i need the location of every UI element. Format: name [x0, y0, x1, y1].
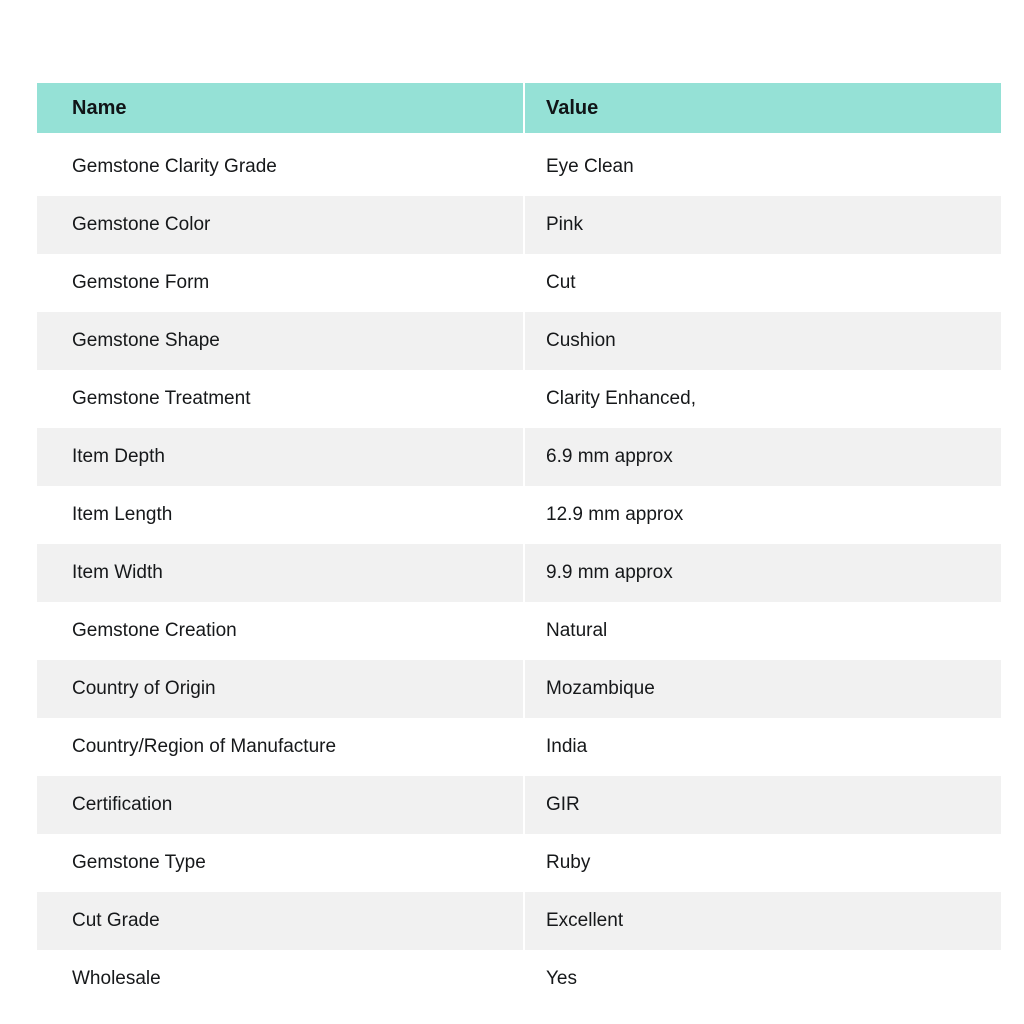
row-name-cell: Item Length: [72, 503, 173, 525]
row-name-cell: Item Width: [37, 544, 523, 602]
row-value-cell: Ruby: [546, 851, 591, 873]
item-specifics-table: [37, 83, 1001, 1008]
row-value-cell: GIR: [525, 776, 1001, 834]
table-row: [37, 370, 1001, 428]
table-row: [37, 428, 1001, 486]
row-value-cell: Natural: [546, 619, 608, 641]
row-value-cell: India: [546, 735, 588, 757]
table-row: [37, 776, 1001, 834]
table-row: [37, 196, 1001, 254]
row-name-cell: Cut Grade: [37, 892, 523, 950]
column-header-name: Name: [37, 83, 523, 133]
table-row: [37, 602, 1001, 660]
table-row: [37, 718, 1001, 776]
row-name-cell: Gemstone Form: [72, 271, 210, 293]
table-row: [37, 950, 1001, 1008]
table-row: [37, 834, 1001, 892]
row-value-cell: Cushion: [525, 312, 1001, 370]
row-name-cell: Gemstone Shape: [37, 312, 523, 370]
row-name-cell: Gemstone Creation: [72, 619, 237, 641]
row-name-cell: Gemstone Treatment: [72, 387, 251, 409]
row-value-cell: Pink: [525, 196, 1001, 254]
row-name-cell: Gemstone Type: [72, 851, 206, 873]
row-value-cell: 9.9 mm approx: [525, 544, 1001, 602]
row-name-cell: Gemstone Clarity Grade: [72, 155, 277, 177]
table-row: [37, 892, 1001, 950]
row-value-cell: Cut: [546, 271, 576, 293]
table-row: [37, 254, 1001, 312]
row-name-cell: Wholesale: [72, 967, 161, 989]
column-header-value: Value: [525, 83, 1001, 133]
row-name-cell: Item Depth: [37, 428, 523, 486]
table-row: [37, 486, 1001, 544]
row-value-cell: Excellent: [525, 892, 1001, 950]
row-value-cell: Yes: [546, 967, 577, 989]
row-value-cell: 6.9 mm approx: [525, 428, 1001, 486]
table-row: [37, 544, 1001, 602]
table-row: [37, 138, 1001, 196]
row-value-cell: 12.9 mm approx: [546, 503, 684, 525]
row-name-cell: Certification: [37, 776, 523, 834]
table-row: [37, 312, 1001, 370]
table-header-row: [37, 83, 1001, 133]
row-name-cell: Country/Region of Manufacture: [72, 735, 337, 757]
row-name-cell: Gemstone Color: [37, 196, 523, 254]
row-name-cell: Country of Origin: [37, 660, 523, 718]
row-value-cell: Clarity Enhanced,: [546, 387, 696, 409]
row-value-cell: Eye Clean: [546, 155, 634, 177]
table-row: [37, 660, 1001, 718]
row-value-cell: Mozambique: [525, 660, 1001, 718]
